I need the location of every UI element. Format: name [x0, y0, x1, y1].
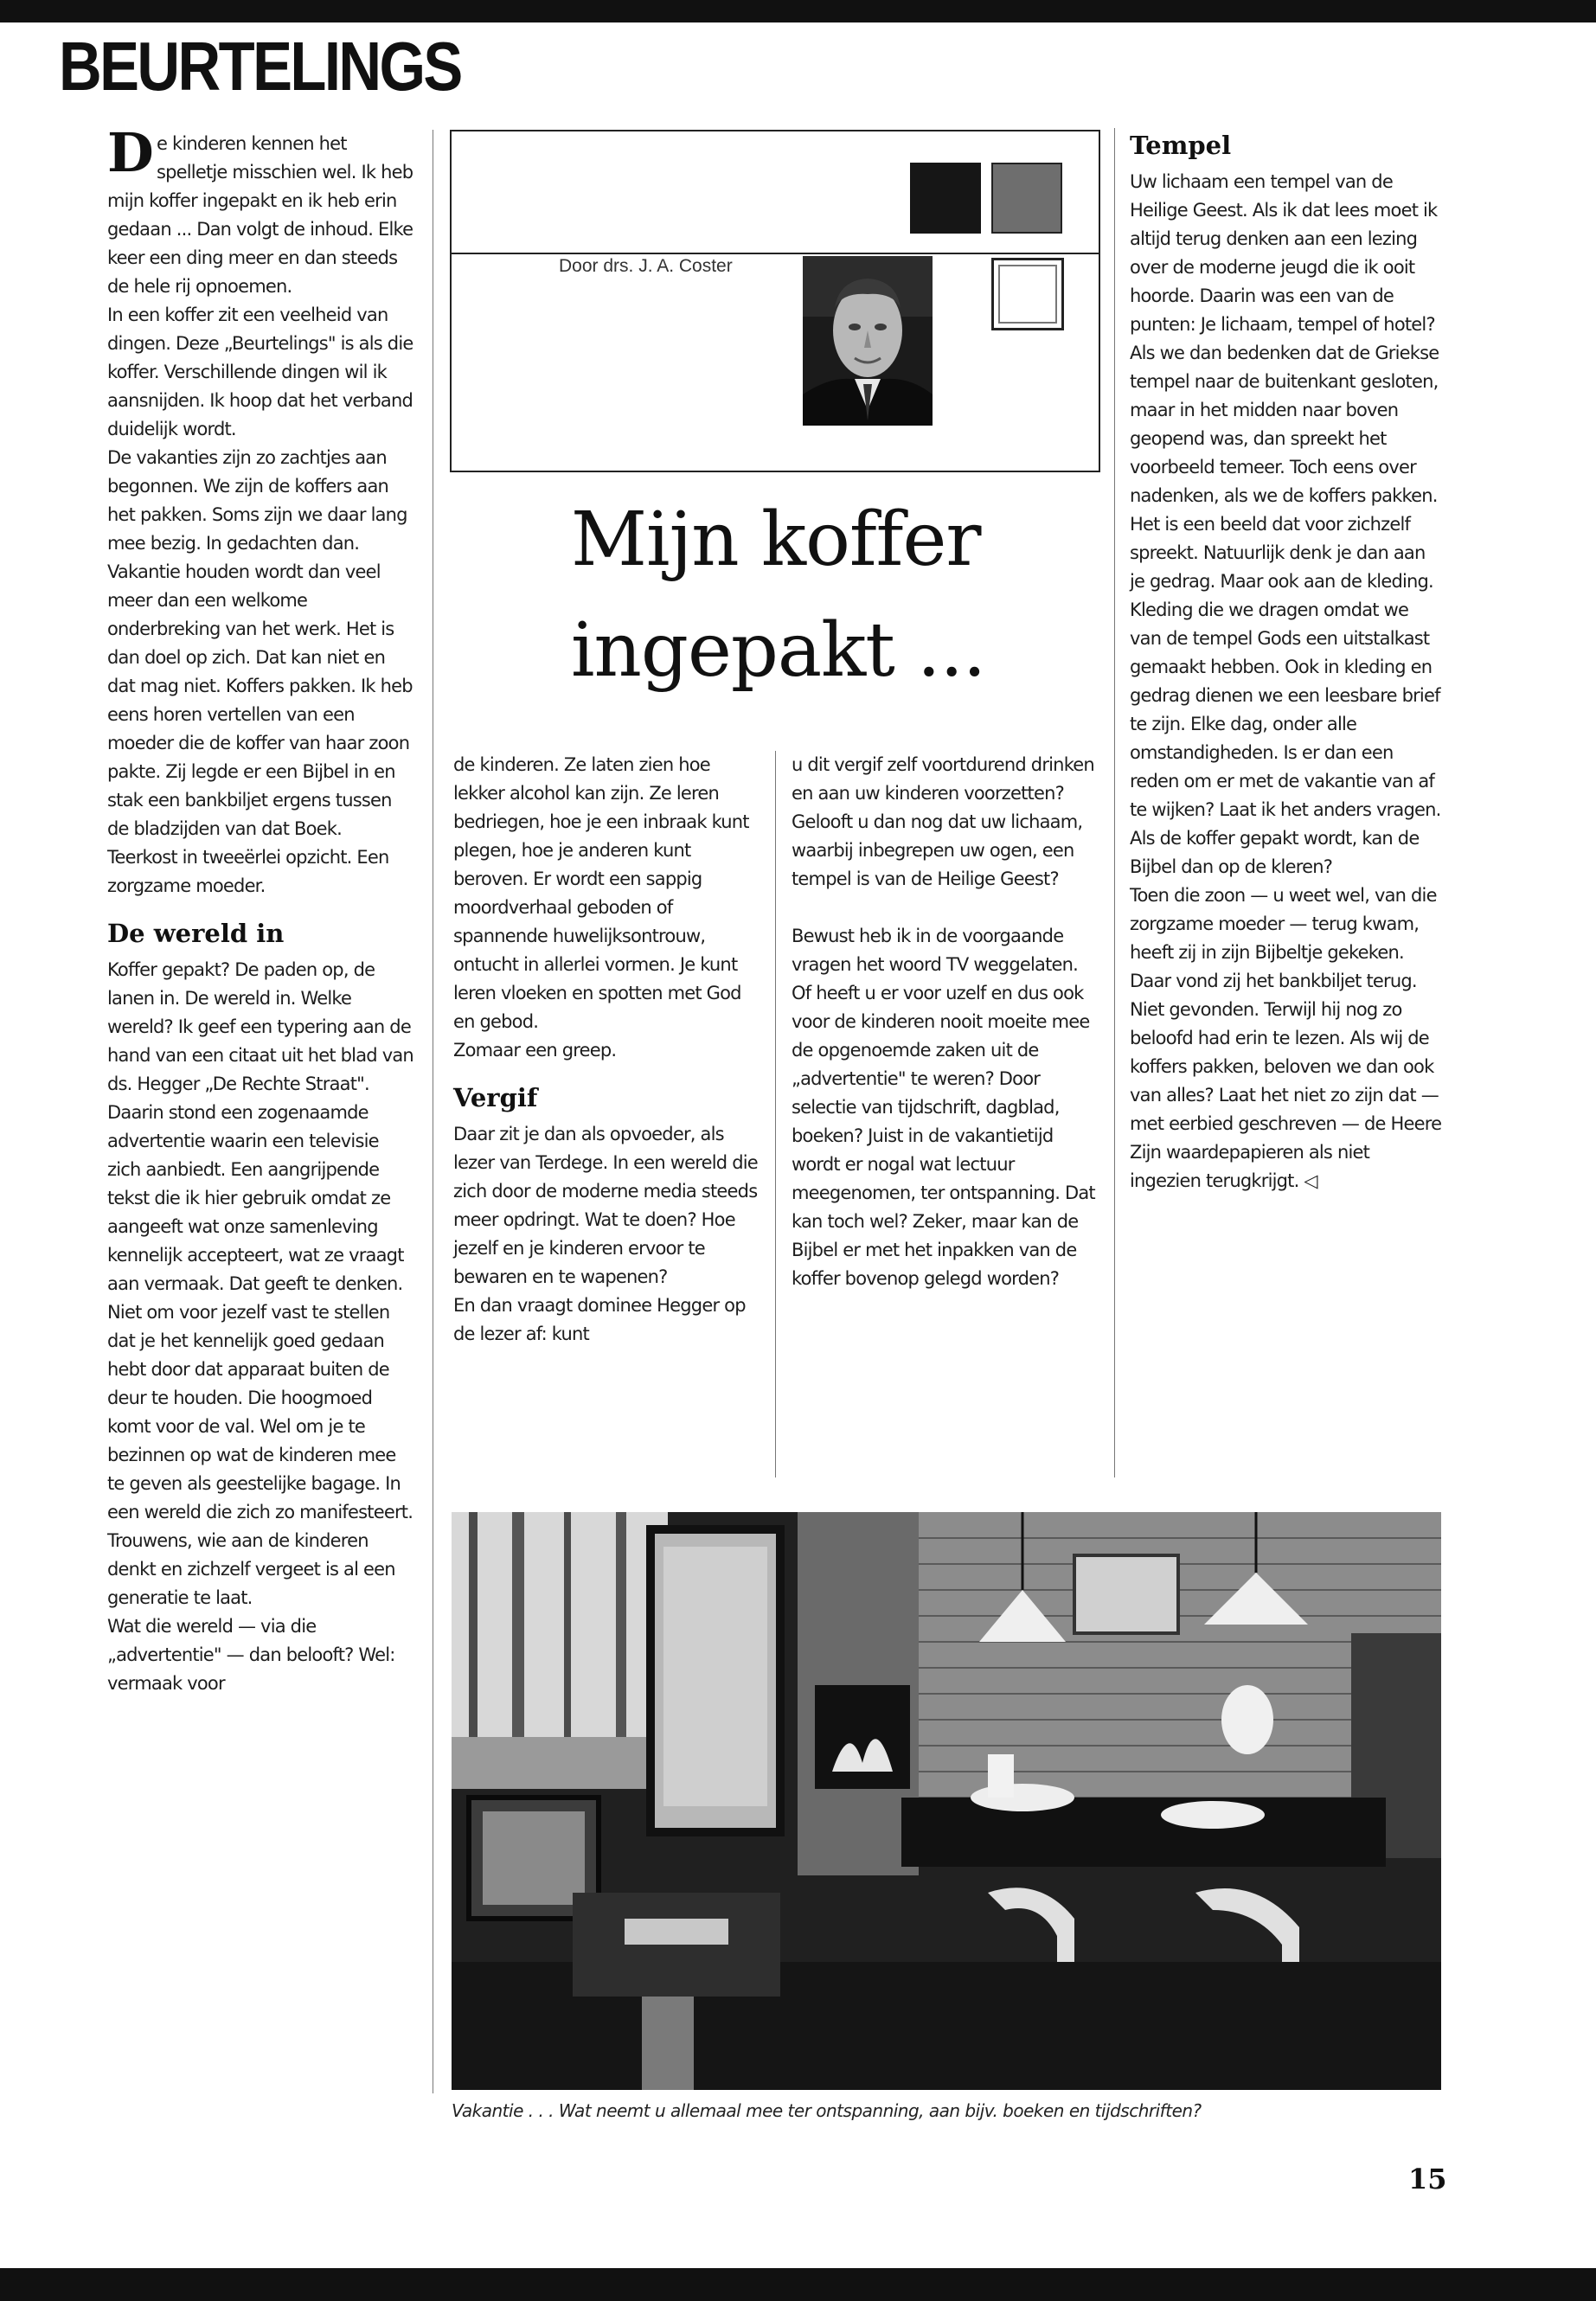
paragraph: u dit vergif zelf voortdurend drinken en aan uw kinderen voorzetten? Gelooft u dan nog dat uw lichaam, waarbij inbegrepen uw ogen, een tempel is van de Heilige Geest? [792, 754, 1094, 889]
paragraph: De vakanties zijn zo zachtjes aan begonnen. We zijn de koffers aan het pakken. Soms zijn we daar lang mee bezig. In gedachten dan. Vakantie houden wordt dan veel meer dan een welkome onderbreking van het werk. Het is dan doel op zich. Dat kan niet en dat mag niet. Koffers pakken. Ik heb eens horen vertellen van een moeder die de koffer van haar zoon pakte. Zij legde er een Bijbel in en stak een bankbiljet ergens tussen de bladzijden van dat Boek. Teerkost in tweeërlei opzicht. Een zorgzame moeder. [107, 447, 413, 896]
article-title-line-2: ingepakt ... [571, 607, 986, 694]
paragraph: de kinderen. Ze laten zien hoe lekker alcohol kan zijn. Ze leren bedriegen, hoe je een inbraak kunt plegen, hoe je anderen kunt beroven. Er wordt een sappig moordverhaal geboden of spannende huwelijksontrouw, ontucht in allerlei vormen. Je kunt leren vloeken en spotten met God en gebod. [453, 754, 749, 1032]
paragraph: En dan vraagt dominee Hegger op de lezer af: kunt [453, 1295, 746, 1344]
page-number: 15 [1408, 2163, 1447, 2195]
intro-text: e kinderen kennen het spelletje misschien wel. Ik heb mijn koffer ingepakt en ik heb erin gedaan ... Dan volgt de inhoud. Elke keer een ding meer en dan steeds de hele rij opnoemen. [107, 133, 413, 297]
photo-caption: Vakantie . . . Wat neemt u allemaal mee ter ontspanning, aan bijv. boeken en tijdschriften? [452, 2100, 1202, 2121]
column-2 [453, 751, 761, 1349]
black-square-ornament [910, 163, 981, 234]
column-divider [1114, 128, 1115, 1477]
article-title [571, 484, 1055, 706]
bottom-border [0, 2268, 1596, 2301]
paragraph: Uw lichaam een tempel van de Heilige Geest. Als ik dat lees moet ik altijd terug denken aan een lezing over de moderne jeugd die ik ooit hoorde. Daarin was een van de punten: Je lichaam, tempel of hotel? Als we dan bedenken dat de Griekse tempel naar de buitenkant gesloten, maar in het midden naar boven geopend was, dan spreekt het voorbeeld temeer. Toch eens over nadenken, als we de koffers pakken. Het is een beeld dat voor zichzelf spreekt. Natuurlijk denk je dan aan je gedrag. Maar ook aan de kleding. Kleding die we dragen omdat we van de tempel Gods een uitstalkast gemaakt hebben. Ook in kleding en gedrag dienen we een leesbare brief te zijn. Elke dag, onder alle omstandigheden. Is er dan een reden om er met de vakantie van af te wijken? Laat ik het anders vragen. Als de koffer gepakt wordt, kan de Bijbel dan op de kleren? [1130, 171, 1441, 877]
interior-photo [452, 1512, 1441, 2090]
subheading-de-wereld-in: De wereld in [107, 919, 285, 948]
paragraph: Bewust heb ik in de voorgaande vragen het woord TV weggelaten. Of heeft u er voor uzelf en dus ook voor de kinderen nooit moeite mee de opgenoemde zaken uit de „advertentie" te weren? Door selectie van tijdschrift, dagblad, boeken? Juist in de vakantietijd wordt er nogal wat lectuur meegenomen, ter ontspanning. Dat kan toch wel? Zeker, maar kan de Bijbel er met het inpakken van de koffer bovenop gelegd worden? [792, 926, 1095, 1289]
column-divider [775, 751, 776, 1477]
subheading-tempel: Tempel [1130, 131, 1232, 160]
column-4 [1130, 128, 1443, 1195]
white-square-inner [998, 265, 1057, 324]
top-border [0, 0, 1596, 22]
paragraph: Zomaar een greep. [453, 1040, 617, 1061]
author-byline: Door drs. J. A. Coster [559, 256, 733, 276]
gray-square-ornament [991, 163, 1062, 234]
column-3 [792, 751, 1096, 1293]
header-divider [452, 253, 1099, 254]
paragraph: Toen die zoon — u weet wel, van die zorgzame moeder — terug kwam, heeft zij in zijn Bijbeltje gekeken. Daar vond zij het bankbiljet terug. Niet gevonden. Terwijl hij nog zo beloofd had erin te lezen. Als wij de koffers pakken, beloven we dan ook van alles? Laat het niet zo zijn dat — met eerbied geschreven — de Heere Zijn waardepapieren als niet ingezien terugkrijgt. ◁ [1130, 885, 1442, 1191]
paragraph: Wat die wereld — via die „advertentie" — dan belooft? Wel: vermaak voor [107, 1616, 395, 1694]
drop-cap: D [107, 121, 153, 184]
column-title: BEURTELINGS [59, 28, 461, 105]
article-title-line-1: Mijn koffer [571, 497, 981, 583]
column-1 [107, 121, 415, 1698]
paragraph: In een koffer zit een veelheid van dingen. Deze „Beurtelings" is als die koffer. Verschillende dingen wil ik aansnijden. Ik hoop dat het verband duidelijk wordt. [107, 304, 413, 439]
subheading-vergif: Vergif [453, 1083, 538, 1112]
author-portrait [803, 256, 933, 426]
paragraph: Koffer gepakt? De paden op, de lanen in. De wereld in. Welke wereld? Ik geef een typering aan de hand van een citaat uit het blad van ds. Hegger „De Rechte Straat". Daarin stond een zogenaamde advertentie waarin een televisie zich aanbiedt. Een aangrijpende tekst die ik hier gebruik omdat ze aangeeft wat onze samenleving kennelijk accepteert, wat ze vraagt aan vermaak. Dat geeft te denken. Niet om voor jezelf vast te stellen dat je het kennelijk goed gedaan hebt door dat apparaat buiten de deur te houden. Die hoogmoed komt voor de val. Wel om je te bezinnen op wat de kinderen mee te geven als geestelijke bagage. In een wereld die zich zo manifesteert. Trouwens, wie aan de kinderen denkt en zichzelf vergeet is al een generatie te laat. [107, 959, 413, 1608]
paragraph: Daar zit je dan als opvoeder, als lezer van Terdege. In een wereld die zich door de moderne media steeds meer opdringt. Wat te doen? Hoe jezelf en je kinderen ervoor te bewaren en te wapenen? [453, 1124, 758, 1287]
intro-paragraph [107, 121, 415, 301]
